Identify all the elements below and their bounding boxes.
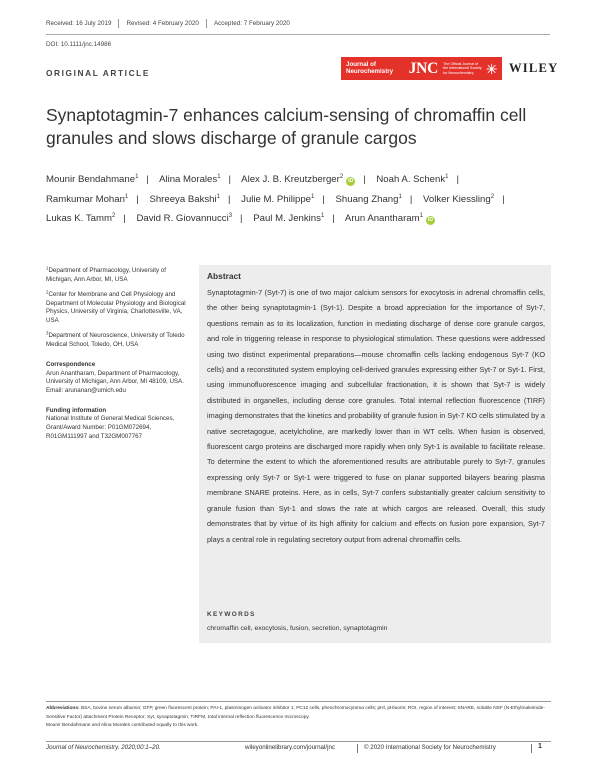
author[interactable]: Ramkumar Mohan$^1$ — [46, 193, 129, 205]
sidebar-info — [46, 267, 191, 452]
author[interactable]: David R. Giovannucci$^3$ — [136, 213, 233, 225]
journal-url[interactable]: wileyonlinelibrary.com/journal/jnc — [245, 744, 335, 751]
funding-heading: Funding information — [46, 406, 107, 414]
page-number: 1 — [538, 743, 542, 750]
correspondence-heading: Correspondence — [46, 360, 96, 368]
footer-rule — [46, 741, 551, 742]
date-separator — [206, 19, 207, 28]
orcid-icon[interactable]: iD — [348, 178, 354, 184]
keywords-heading: KEYWORDS — [207, 611, 256, 618]
abbreviations — [46, 705, 551, 731]
starburst-icon — [486, 63, 497, 75]
funding — [46, 407, 191, 442]
page-footer — [46, 744, 551, 756]
accepted-date: Accepted: 7 February 2020 — [213, 19, 290, 27]
funding-text: National Institute of General Medical Sciences, Grant/Award Number: P01GM072694, R01GM111997 and T32GM007767 — [46, 415, 175, 440]
correspondence — [46, 361, 191, 396]
society-name: The Official Journal of the International Society for Neurochemistry — [443, 62, 482, 75]
article-dates — [46, 17, 290, 29]
journal-acronym: JNC — [408, 59, 439, 77]
footer-separator — [357, 744, 358, 753]
abstract-box — [199, 265, 551, 643]
author[interactable]: Shreeya Bakshi$^1$ — [149, 193, 220, 205]
affiliation: $^1$Department of Pharmacology, University of Michigan, Ann Arbor, MI, USA — [46, 265, 166, 283]
doi[interactable]: DOI: 10.1111/jnc.14986 — [46, 41, 112, 48]
author[interactable]: Noah A. Schenk$^1$ — [376, 174, 449, 185]
abbreviations-text: BSA, bovine serum albumin; GFP, green fluorescent protein; PAI-1, plasminogen activator inhibitor 1; PC12 cells, pheochromocytoma cells; pHl, pHluorin; ROI, region of interest; SNARE, soluble NSF (N-Ethylmaleimide-Sensitive Factor) attachment Protein Receptor; Syt, synaptotagmin; TIRFM, total internal reflection fluorescence microscopy. — [46, 706, 545, 720]
header-rule — [46, 34, 550, 35]
affiliation: $^3$Department of Neuroscience, University of Toledo Medical School, Toledo, OH, USA — [46, 330, 185, 349]
journal-name: Journal of Neurochemistry — [346, 60, 394, 75]
publisher-logo[interactable]: WILEY — [509, 61, 559, 75]
author[interactable]: Arun Anantharam$^1$iD — [344, 213, 434, 225]
abbreviations-heading: Abbreviations: — [46, 706, 80, 711]
author[interactable]: Julie M. Philippe$^1$ — [241, 193, 315, 205]
citation: Journal of Neurochemistry. 2020;00:1–20. — [46, 744, 161, 751]
article-type: ORIGINAL ARTICLE — [46, 68, 150, 78]
author[interactable]: Lukas K. Tamm$^2$ — [46, 213, 116, 225]
received-date: Received: 16 July 2019 — [46, 19, 112, 27]
correspondence-text: Arun Anantharam, Department of Pharmacology, University of Michigan, Ann Arbor, MI 48109, USA. — [46, 369, 184, 386]
affiliation: $^2$Center for Membrane and Cell Physiology and Department of Molecular Physiology and Biological Physics, University of Virginia, Charlottesville, VA, USA — [46, 289, 186, 325]
author[interactable]: Alina Morales$^1$ — [159, 174, 221, 185]
footer-separator — [531, 744, 532, 753]
journal-logo[interactable] — [341, 57, 502, 80]
abstract-text: Synaptotagmin-7 (Syt-7) is one of two major calcium sensors for exocytosis in adrenal chromaffin cells, the other being synaptotagmin-1 (Syt-1). Despite a broad appreciation for the importance of Syt-7, questions remain as to its localization, function in mediating discharge of dense core granule cargos, and role in triggering release in response to physiological stimulation. These questions were addressed using two distinct experimental preparations—mouse chromaffin cells lacking endogenous Syt-7 (KO cells) and a reconstituted system employing cell-derived granules expressing either Syt-7 or Syt-1. First, using immunofluorescence imaging and subcellular fractionation, it is shown that Syt-7 is widely distributed in organelles, including dense core granules. Total internal reflection fluorescence (TIRF) imaging demonstrates that the kinetics and probability of granule fusion in Syt-7 KO cells stimulated by a native secretagogue, acetylcholine, are markedly lower than in WT cells. When fusion is observed, fluorescent cargo proteins are discharged more rapidly when only Syt-1 is available to facilitate release. To determine the extent to which the aforementioned results are attributable purely to Syt-7, granules expressing only Syt-7 or Syt-1 were triggered to fuse on planar supported bilayers bearing plasma membrane SNARE proteins. Here, as in cells, Syt-7 confers substantially greater calcium sensitivity to granule fusion than Syt-1 and slows the rate at which cargos are released. Overall, this study demonstrates that by virtue of its high affinity for calcium and effects on fusion pore expansion, Syt-7 plays a central role in regulating secretory output from adrenal chromaffin cells. — [207, 288, 545, 544]
correspondence-email[interactable]: Email: arunanan@umich.edu — [46, 386, 126, 394]
date-separator — [118, 19, 119, 28]
abstract-heading: Abstract — [207, 271, 241, 281]
author-list: Mounir Bendahmane$^1$ | Alina Morales$^1$ | Alex J. B. Kreutzberger$^2$iD | Noah A. Schenk$^1$ | Ramkumar Mohan$^1$ | Shreeya Bakshi$^1$ | Julie M. Philippe$^1$ | Shuang Zhang$^1$ | Volker Kiessling$^2$ | Lukas K. Tamm$^2$ | David R. Giovannucci$^3$ | Paul M. Jenkins$^1$ | Arun Anantharam$^1$iD — [46, 174, 505, 225]
orcid-icon[interactable]: iD — [427, 217, 434, 224]
footnote-rule — [46, 701, 551, 702]
article-title: Synaptotagmin-7 enhances calcium-sensing of chromaffin cell granules and slows discharge of granule cargos — [46, 105, 527, 148]
author[interactable]: Shuang Zhang$^1$ — [335, 193, 402, 205]
author[interactable]: Alex J. B. Kreutzberger$^2$iD — [241, 174, 354, 185]
contribution-note: Mounir Bendahmane and Alina Morales contributed equally to this work. — [46, 723, 199, 729]
author[interactable]: Mounir Bendahmane$^1$ — [46, 174, 139, 185]
keywords-text: chromaffin cell, exocytosis, fusion, secretion, synaptotagmin — [207, 625, 388, 632]
author[interactable]: Volker Kiessling$^2$ — [423, 193, 495, 205]
revised-date: Revised: 4 February 2020 — [126, 19, 199, 27]
copyright: © 2020 International Society for Neurochemistry — [364, 744, 496, 751]
author[interactable]: Paul M. Jenkins$^1$ — [253, 213, 325, 225]
affiliations — [46, 267, 191, 350]
